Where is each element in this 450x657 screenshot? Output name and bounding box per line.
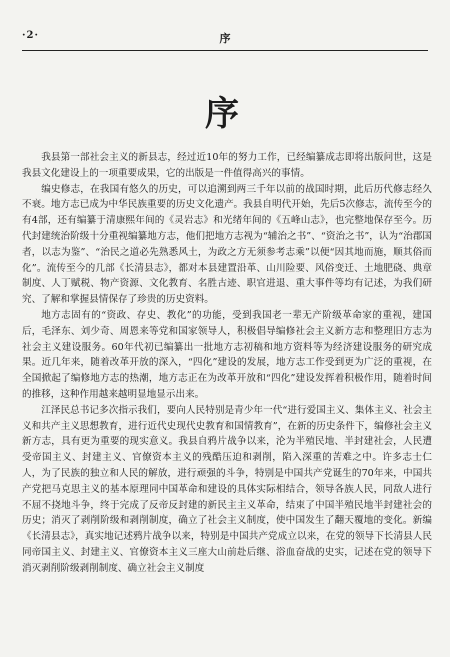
body-text bbox=[22, 150, 432, 577]
paragraph: 编史修志，在我国有悠久的历史，可以追溯到两三千年以前的战国时期，此后历代修志经久不衰。地方志已成为中华民族重要的历史文化遗产。我县自明代开始，先后5次修志，流传至今的有4部，还有编纂于清康熙年间的《灵岩志》和光绪年间的《五峰山志》，也完整地保存至今。历代封建统治阶级十分重视编纂地方志，他们把地方志视为“辅治之书”、“资治之书”，认为“治郡国者，以志为鉴”、“治民之道必先熟悉风土，为政之方无须参考志乘”以便“因其地而施，顺其俗而化”。流传至今的几部《长清县志》，都对本县建置沿革、山川险要、风俗变迁、土地肥硗、典章制度、人丁赋税、物产资源、文化教育、名胜古迹、职官进退、重大事件等均有记述，为我们研究、了解和掌握县情保存了珍贵的历史资料。 bbox=[22, 183, 432, 306]
paragraph: 江泽民总书记多次指示我们，要向人民特别是青少年一代“进行爱国主义、集体主义、社会主义和共产主义思想教育，进行近代史现代史教育和国情教育”，在新的历史条件下，编修社会主义新方志，具有更为重要的现实意义。我县自鸦片战争以来，沦为半殖民地、半封建社会，人民遭受帝国主义、封建主义、官僚资本主义的残酷压迫和剥削，陷入深重的苦难之中。许多志士仁人，为了民族的独立和人民的解放，进行顽强的斗争，特别是中国共产党诞生的70年来，中国共产党把马克思主义的基本原理同中国革命和建设的具体实际相结合，领导各族人民，同敌人进行不屈不挠地斗争，终于完成了反帝反封建的新民主主义革命，结束了中国半殖民地半封建社会的历史；消灭了剥削阶级和剥削制度，确立了社会主义制度，使中国发生了翻天覆地的变化。新编《长清县志》，真实地记述鸦片战争以来，特别是中国共产党成立以来，在党的领导下长清县人民同帝国主义、封建主义、官僚资本主义三座大山前赴后继、浴血奋战的史实，记述在党的领导下消灭剥削阶级剥削制度、确立社会主义制度 bbox=[22, 404, 432, 574]
chapter-title: 序 bbox=[205, 94, 245, 134]
running-title: 序 bbox=[219, 32, 231, 45]
header-rule bbox=[22, 50, 428, 51]
page-number: ·2· bbox=[22, 30, 39, 41]
paragraph: 我县第一部社会主义的新县志，经过近10年的努力工作，已经编纂成志即将出版问世，这是我县文化建设上的一项重要成果，它的出版是一件值得高兴的事情。 bbox=[22, 152, 432, 179]
page-header bbox=[22, 30, 428, 48]
paragraph: 地方志固有的“资政、存史、教化”的功能，受到我国老一辈无产阶级革命家的重视，建国后，毛泽东、刘少奇、周恩来等党和国家领导人，积极倡导编修社会主义新方志和整理旧方志为社会主义建设服务。60年代初已编纂出一批地方志初稿和地方资料等为经济建设服务的研究成果。近几年来，随着改革开放的深入，“四化”建设的发展，地方志工作受到更为广泛的重视，在全国掀起了编修地方志的热潮，地方志正在为改革开放和“四化”建设发挥着积极作用，随着时间的推移，这种作用越来越明显地显示出来。 bbox=[22, 309, 432, 400]
